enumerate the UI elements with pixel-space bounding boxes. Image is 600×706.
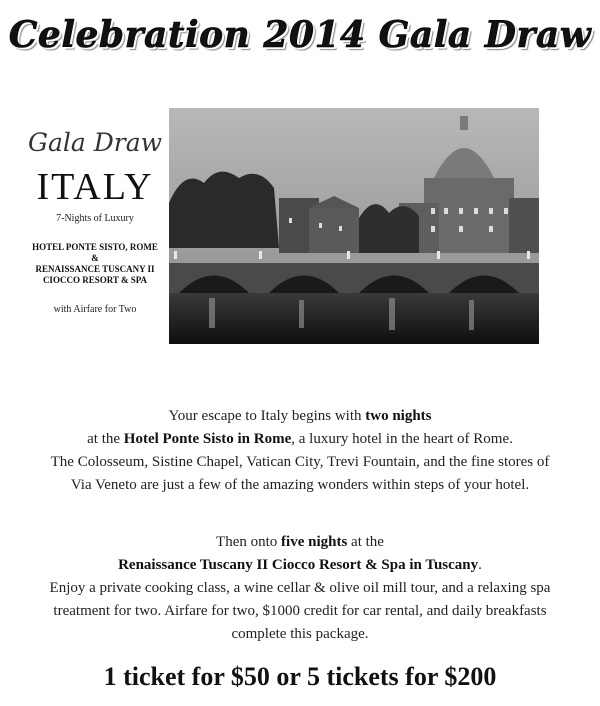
tuscany-line-5: complete this package. [231, 626, 369, 642]
tuscany-line-4: treatment for two. Airfare for two, $1000 credit for car rental, and daily breakfasts [53, 603, 547, 619]
tuscany-line-3: Enjoy a private cooking class, a wine cellar & olive oil mill tour, and a relaxing spa [49, 580, 551, 596]
two-nights-emphasis: two nights [365, 408, 432, 424]
five-nights-emphasis: five nights [281, 534, 348, 550]
ticket-pricing: 1 ticket for $50 or 5 tickets for $200 [103, 662, 497, 691]
tuscany-line-2 [0, 554, 600, 577]
rome-hotel-emphasis: Hotel Ponte Sisto in Rome [123, 431, 292, 447]
tuscany-line-1 [0, 531, 600, 554]
hero-banner [21, 108, 545, 344]
rome-photo [169, 108, 539, 344]
hotel-tuscany-line2: CIOCCO RESORT & SPA [42, 275, 148, 285]
gala-draw-label: Gala Draw [27, 128, 163, 157]
tuscany-hotel-emphasis: Renaissance Tuscany II Ciocco Resort & Spa in Tuscany [118, 557, 479, 573]
rome-line-3: The Colosseum, Sistine Chapel, Vatican City, Trevi Fountain, and the fine stores of [50, 454, 550, 470]
hotel-rome: HOTEL PONTE SISTO, ROME [32, 242, 158, 252]
tuscany-line-1-prefix: Then onto [216, 534, 282, 550]
tuscany-line-1-suffix: at the [347, 534, 384, 550]
rome-line-2 [0, 428, 600, 451]
rome-line-2-prefix: at the [87, 431, 124, 447]
hotel-tuscany-line1: RENAISSANCE TUSCANY II [35, 264, 155, 274]
airfare-label: with Airfare for Two [53, 304, 137, 315]
rome-line-4: Via Veneto are just a few of the amazing wonders within steps of your hotel. [70, 477, 530, 493]
country-heading: ITALY [36, 166, 154, 208]
page-title: Celebration 2014 Gala Draw [8, 14, 592, 56]
rome-line-1-text: Your escape to Italy begins with [168, 408, 366, 424]
tuscany-description [0, 531, 600, 646]
rome-description [0, 405, 600, 497]
hero-caption [21, 108, 169, 344]
tuscany-line-2-suffix: . [478, 557, 482, 573]
rome-line-1 [0, 405, 600, 428]
rome-line-2-suffix: , a luxury hotel in the heart of Rome. [291, 431, 513, 447]
nights-label: 7-Nights of Luxury [56, 213, 134, 224]
hotel-ampersand: & [91, 253, 99, 263]
hotel-list [21, 242, 169, 286]
